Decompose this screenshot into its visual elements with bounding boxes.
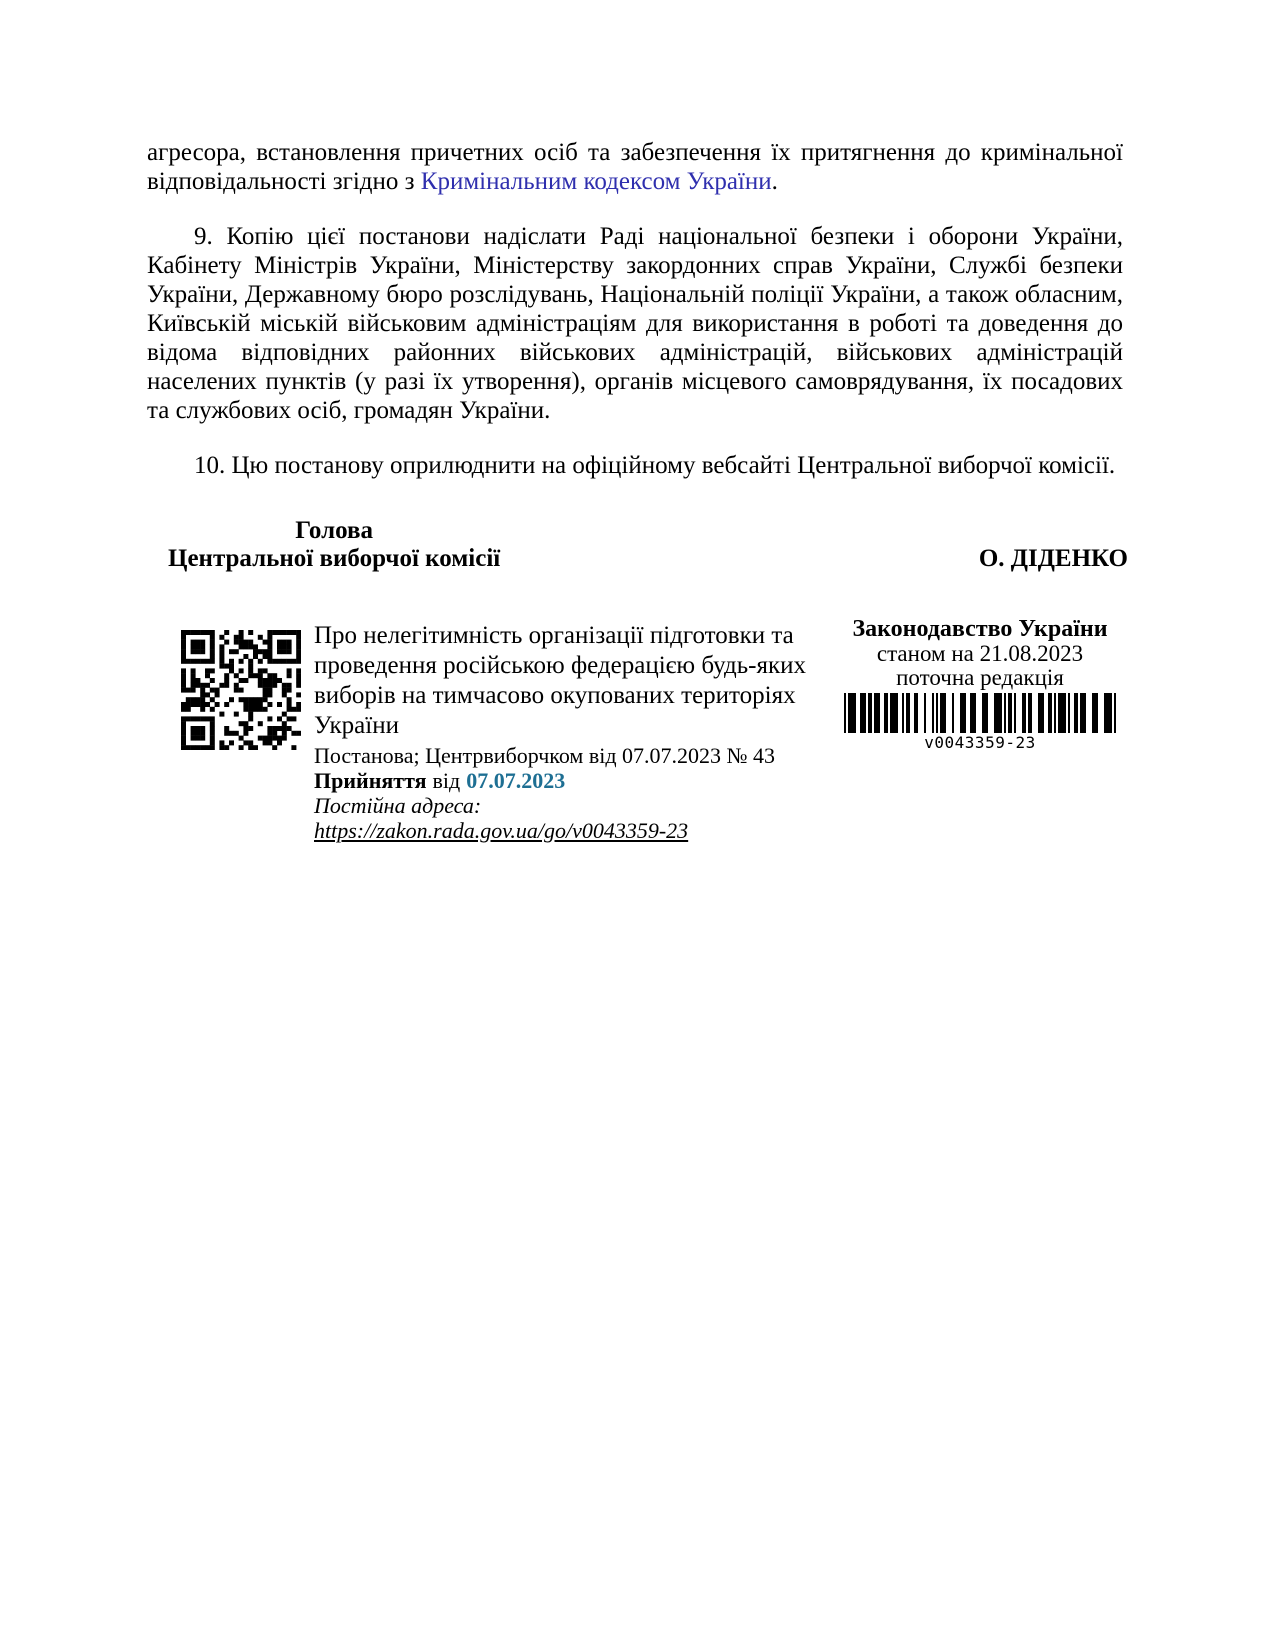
qr-code-icon [181, 630, 301, 750]
permanent-address-label: Постійна адреса: [314, 793, 482, 818]
paragraph-10: 10. Цю постанову оприлюднити на офіційному вебсайті Центральної виборчої комісії. [194, 452, 1116, 479]
barcode-image [844, 693, 1116, 733]
document-type-line: Постанова; Центрвиборчком від 07.07.2023 № 43 [314, 743, 776, 768]
signature-name: О. ДІДЕНКО [978, 545, 1128, 572]
legislation-edition: поточна редакція [896, 665, 1064, 690]
adoption-date-link[interactable]: 07.07.2023 [466, 768, 566, 793]
adoption-preposition: від [432, 768, 461, 793]
metadata-card [314, 621, 819, 843]
qr-code-image [181, 630, 301, 750]
paragraph-9: 9. Копію цієї постанови надіслати Раді національної безпеки і оборони України, Кабінету Міністрів України, Міністерству закордонних справ України, Службі безпеки України, Державному бюро розслідувань, Національній поліції України, а також обласним, Київській міській військовим адміністраціям для використання в роботі та доведення до відома відповідних районних військових адміністрацій, військових адміністрацій населених пунктів (у разі їх утворення), органів місцевого самоврядування, їх посадових та службових осіб, громадян України. [147, 223, 1123, 424]
paragraph-continuation-text: агресора, встановлення причетних осіб та забезпечення їх притягнення до кримінальної відповідальності згідно з [147, 139, 1123, 195]
permanent-address-url-link[interactable]: https://zakon.rada.gov.ua/go/v0043359-23 [314, 818, 689, 843]
signature-position-line2: Центральної виборчої комісії [168, 545, 501, 572]
signature-block [147, 517, 1128, 573]
signature-position [168, 517, 500, 573]
paragraph-continuation [147, 138, 1123, 196]
legislation-brand: Законодавство України [852, 616, 1108, 642]
legislation-as-of: станом на 21.08.2023 [876, 641, 1084, 666]
signature-position-line1: Голова [295, 517, 373, 544]
legislation-block [832, 617, 1128, 751]
document-title: Про нелегітимність організації підготовки та проведення російською федерацією будь-яких виборів на тимчасово окупованих територіях України [314, 622, 806, 739]
adoption-line [314, 768, 819, 793]
criminal-code-link[interactable]: Кримінальним кодексом України [420, 168, 772, 195]
barcode-icon [844, 693, 1116, 733]
document-body [147, 138, 1123, 506]
paragraph-continuation-period: . [771, 168, 778, 195]
barcode-caption: v0043359-23 [924, 733, 1036, 752]
adoption-label: Прийняття [314, 768, 427, 793]
